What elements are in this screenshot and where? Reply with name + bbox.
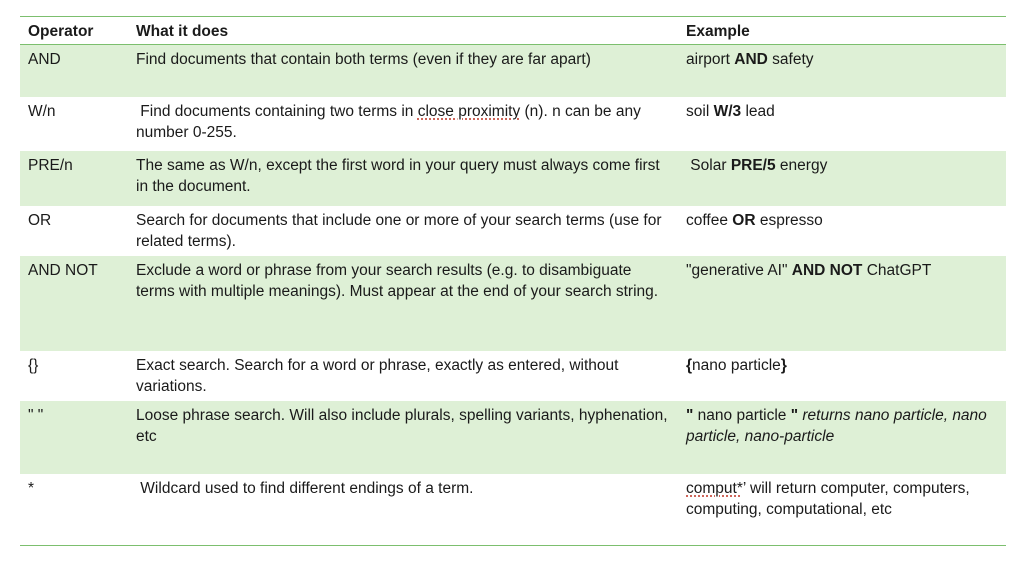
operator-keyword: AND	[734, 51, 768, 68]
example-text: soil	[686, 102, 714, 120]
search-operators-table-container	[20, 16, 1006, 546]
description-cell: Loose phrase search. Will also include plurals, spelling variants, hyphenation, etc	[136, 406, 668, 445]
operator-keyword: W/3	[713, 102, 742, 120]
operator-cell: {}	[28, 356, 39, 374]
example-text: coffee	[686, 211, 733, 229]
header-operator: Operator	[28, 23, 94, 40]
operator-cell: PRE/n	[28, 156, 73, 174]
example-cell	[678, 256, 1006, 351]
description-cell: Exact search. Search for a word or phrase, exactly as entered, without variations.	[136, 356, 619, 395]
example-text: "generative AI"	[686, 261, 792, 279]
description-cell: The same as W/n, except the first word in your query must always come first in the document.	[136, 156, 660, 195]
table-row	[20, 401, 1006, 474]
example-cell	[678, 206, 1006, 256]
search-operators-table	[20, 16, 1006, 546]
operator-cell: " "	[28, 406, 44, 424]
example-cell	[678, 351, 1006, 401]
header-example: Example	[686, 23, 750, 40]
operator-cell: OR	[28, 211, 52, 229]
description-cell: Find documents that contain both terms (even if they are far apart)	[136, 51, 591, 68]
spellcheck-flagged-text: close proximity	[417, 102, 521, 120]
table-row	[20, 97, 1006, 151]
table-header	[20, 17, 1006, 45]
table-row	[20, 256, 1006, 351]
description-cell	[128, 97, 678, 151]
operator-keyword: PRE/5	[730, 156, 776, 174]
table-row	[20, 206, 1006, 256]
table-row	[20, 151, 1006, 206]
example-cell	[678, 45, 1006, 97]
spellcheck-flagged-text: comput*	[686, 479, 743, 497]
operator-keyword: "	[790, 406, 799, 424]
example-text: nano particle	[693, 406, 791, 424]
operator-cell: AND	[28, 51, 61, 68]
description-text: (n). n can be any number 0-255.	[136, 102, 641, 141]
operator-keyword: AND NOT	[791, 261, 863, 279]
example-result-text: returns nano particle, nano particle, nano-particle	[686, 406, 987, 445]
description-text: Find documents containing two terms in	[136, 102, 418, 120]
example-text: ’ will return computer, computers, computing, computational, etc	[686, 479, 970, 518]
example-text: espresso	[755, 211, 823, 229]
example-cell	[678, 151, 1006, 206]
example-text: airport	[686, 51, 735, 68]
example-text: ChatGPT	[862, 261, 932, 279]
table-row	[20, 45, 1006, 97]
operator-keyword: {	[686, 356, 693, 374]
description-cell: Wildcard used to find different endings of a term.	[136, 479, 474, 497]
header-what-it-does: What it does	[136, 23, 229, 40]
header-row	[20, 17, 1006, 45]
table-row	[20, 474, 1006, 546]
operator-keyword: OR	[732, 211, 756, 229]
description-cell: Search for documents that include one or more of your search terms (use for related terms).	[136, 211, 662, 250]
example-text: safety	[767, 51, 814, 68]
operator-cell: AND NOT	[28, 261, 98, 279]
example-cell	[678, 474, 1006, 546]
example-cell	[678, 401, 1006, 474]
table-row	[20, 351, 1006, 401]
operator-keyword: }	[780, 356, 787, 374]
example-text: Solar	[686, 156, 731, 174]
operator-cell: *	[28, 479, 35, 497]
operator-keyword: "	[686, 406, 694, 424]
example-text: lead	[741, 102, 775, 120]
description-cell: Exclude a word or phrase from your search results (e.g. to disambiguate terms with multiple meanings). Must appear at the end of your search string.	[136, 261, 659, 300]
example-text: nano particle	[692, 356, 781, 374]
operator-cell: W/n	[28, 102, 56, 120]
table-body	[20, 45, 1006, 546]
example-cell	[678, 97, 1006, 151]
example-text: energy	[775, 156, 828, 174]
